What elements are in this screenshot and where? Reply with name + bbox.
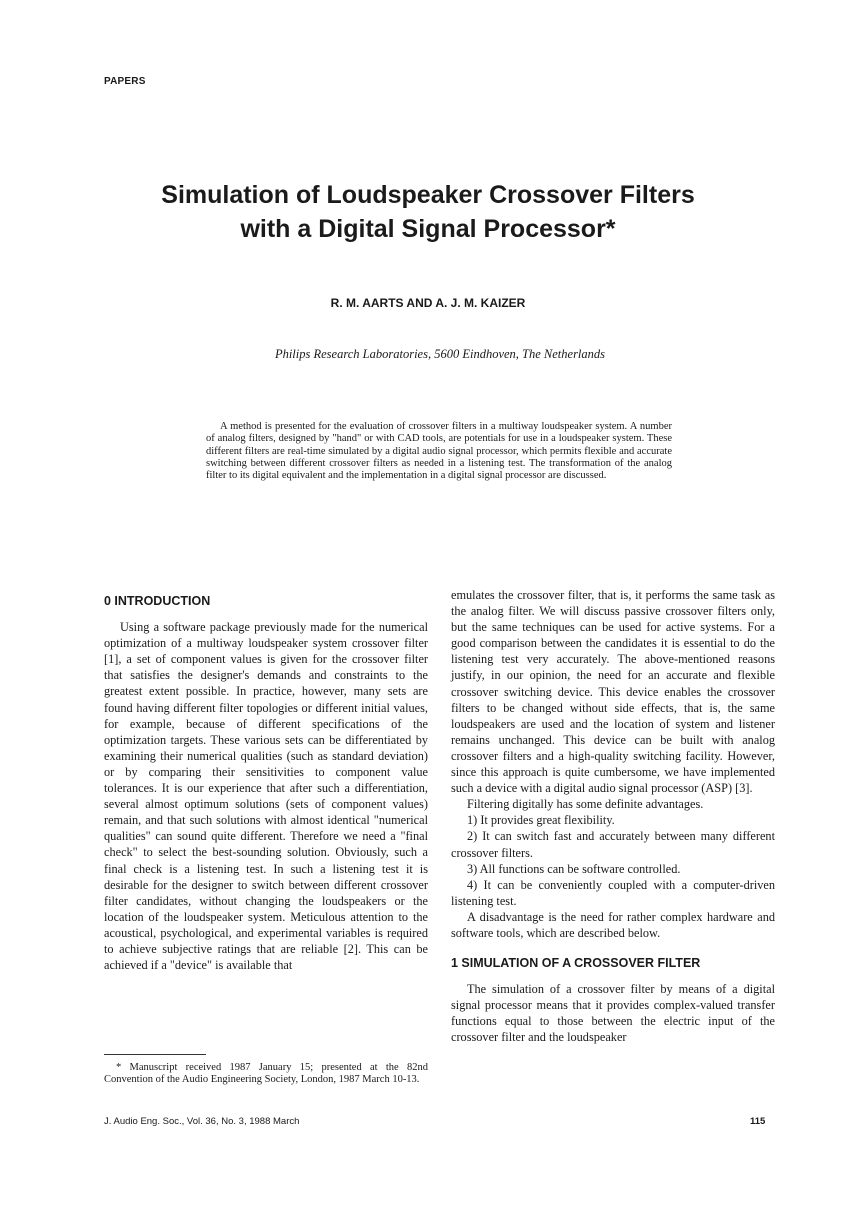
title-line-2: with a Digital Signal Processor* <box>240 215 616 243</box>
footer-page-number: 115 <box>750 1116 766 1127</box>
paper-title <box>120 178 736 246</box>
right-column <box>451 587 775 1046</box>
authors: R. M. AARTS AND A. J. M. KAIZER <box>330 296 526 310</box>
section-heading-simulation: 1 SIMULATION OF A CROSSOVER FILTER <box>451 956 701 971</box>
running-head: PAPERS <box>104 76 146 87</box>
footer-journal: J. Audio Eng. Soc., Vol. 36, No. 3, 1988 March <box>104 1116 300 1127</box>
left-column <box>104 593 428 973</box>
abstract: A method is presented for the evaluation of crossover filters in a multiway loudspeaker system. A number of analog filters, designed by "hand" or with CAD tools, are potentials for use in a loudspeaker system. These different filters are real-time simulated by a digital audio signal processor, which permits flexible and accurate switching between different crossover filters as needed in a listening test. The transformation of the analog filter to its digital equivalent and the implementation in a digital signal processor are discussed. <box>206 421 672 482</box>
body-paragraph: A disadvantage is the need for rather complex hardware and software tools, which are described below. <box>451 909 775 940</box>
footnote: * Manuscript received 1987 January 15; presented at the 82nd Convention of the Audio Engineering Society, London, 1987 March 10-13. <box>104 1062 428 1086</box>
body-paragraph: emulates the crossover filter, that is, it performs the same task as the analog filter. We will discuss passive crossover filters only, but the same techniques can be used for active systems. For a good comparison between the candidates it is essential to do the listening test very accurately. The above-mentioned reasons justify, in our opinion, the need for an accurate and flexible crossover switching device. This device enables the crossover filters to be changed without side effects, that is, the same loudspeakers are used and the location of system and listener remains unchanged. This device can be built with analog crossover filters and a high-quality switching facility. However, since this approach is quite cumbersome, we have implemented such a device with a digital audio signal processor (ASP) [3]. <box>451 588 775 796</box>
list-item: 3) All functions can be software controlled. <box>467 861 681 876</box>
section-spacer <box>451 941 775 955</box>
affiliation: Philips Research Laboratories, 5600 Eindhoven, The Netherlands <box>274 347 606 361</box>
section-heading-introduction: 0 INTRODUCTION <box>104 594 211 608</box>
list-item: 2) It can switch fast and accurately between many different crossover filters. <box>451 829 775 860</box>
footnote-rule <box>104 1054 206 1055</box>
body-paragraph: The simulation of a crossover filter by means of a digital signal processor means that it provides complex-valued transfer functions equal to those between the electric input of the crossover filter and the loudspeaker <box>451 982 775 1045</box>
list-item: 1) It provides great flexibility. <box>467 813 615 828</box>
list-item: 4) It can be conveniently coupled with a computer-driven listening test. <box>451 877 775 908</box>
body-paragraph: Filtering digitally has some definite advantages. <box>467 797 704 812</box>
title-line-1: Simulation of Loudspeaker Crossover Filters <box>161 181 695 209</box>
body-paragraph: Using a software package previously made for the numerical optimization of a multiway loudspeaker system crossover filter [1], a set of component values is given for the crossover filter that satisfies the designer's demands and constraints to the greatest extent possible. In practice, however, many sets are found having different filter topologies or different initial values, for example, because of different specifications of the optimization targets. These various sets can be differentiated by examining their numerical qualities (such as standard deviation) or by comparing their sensitivities to component value tolerances. It is our experience that after such a differentiation, several almost optimum solutions (sets of component values) remain, and that such solutions with almost identical "numerical qualities" can sound quite different. Therefore we need a "final check" to select the best-sounding solution. Obviously, such a final check is a listening test. In such a listening test it is desirable for the designer to switch between different crossover filter candidates, without changing the loudspeakers or the location of the loudspeaker system. Meticulous attention to the acoustical, psychological, and experimental variables is required to achieve subjective ratings that are reliable [2]. This can be achieved if a "device" is available that <box>104 620 428 973</box>
